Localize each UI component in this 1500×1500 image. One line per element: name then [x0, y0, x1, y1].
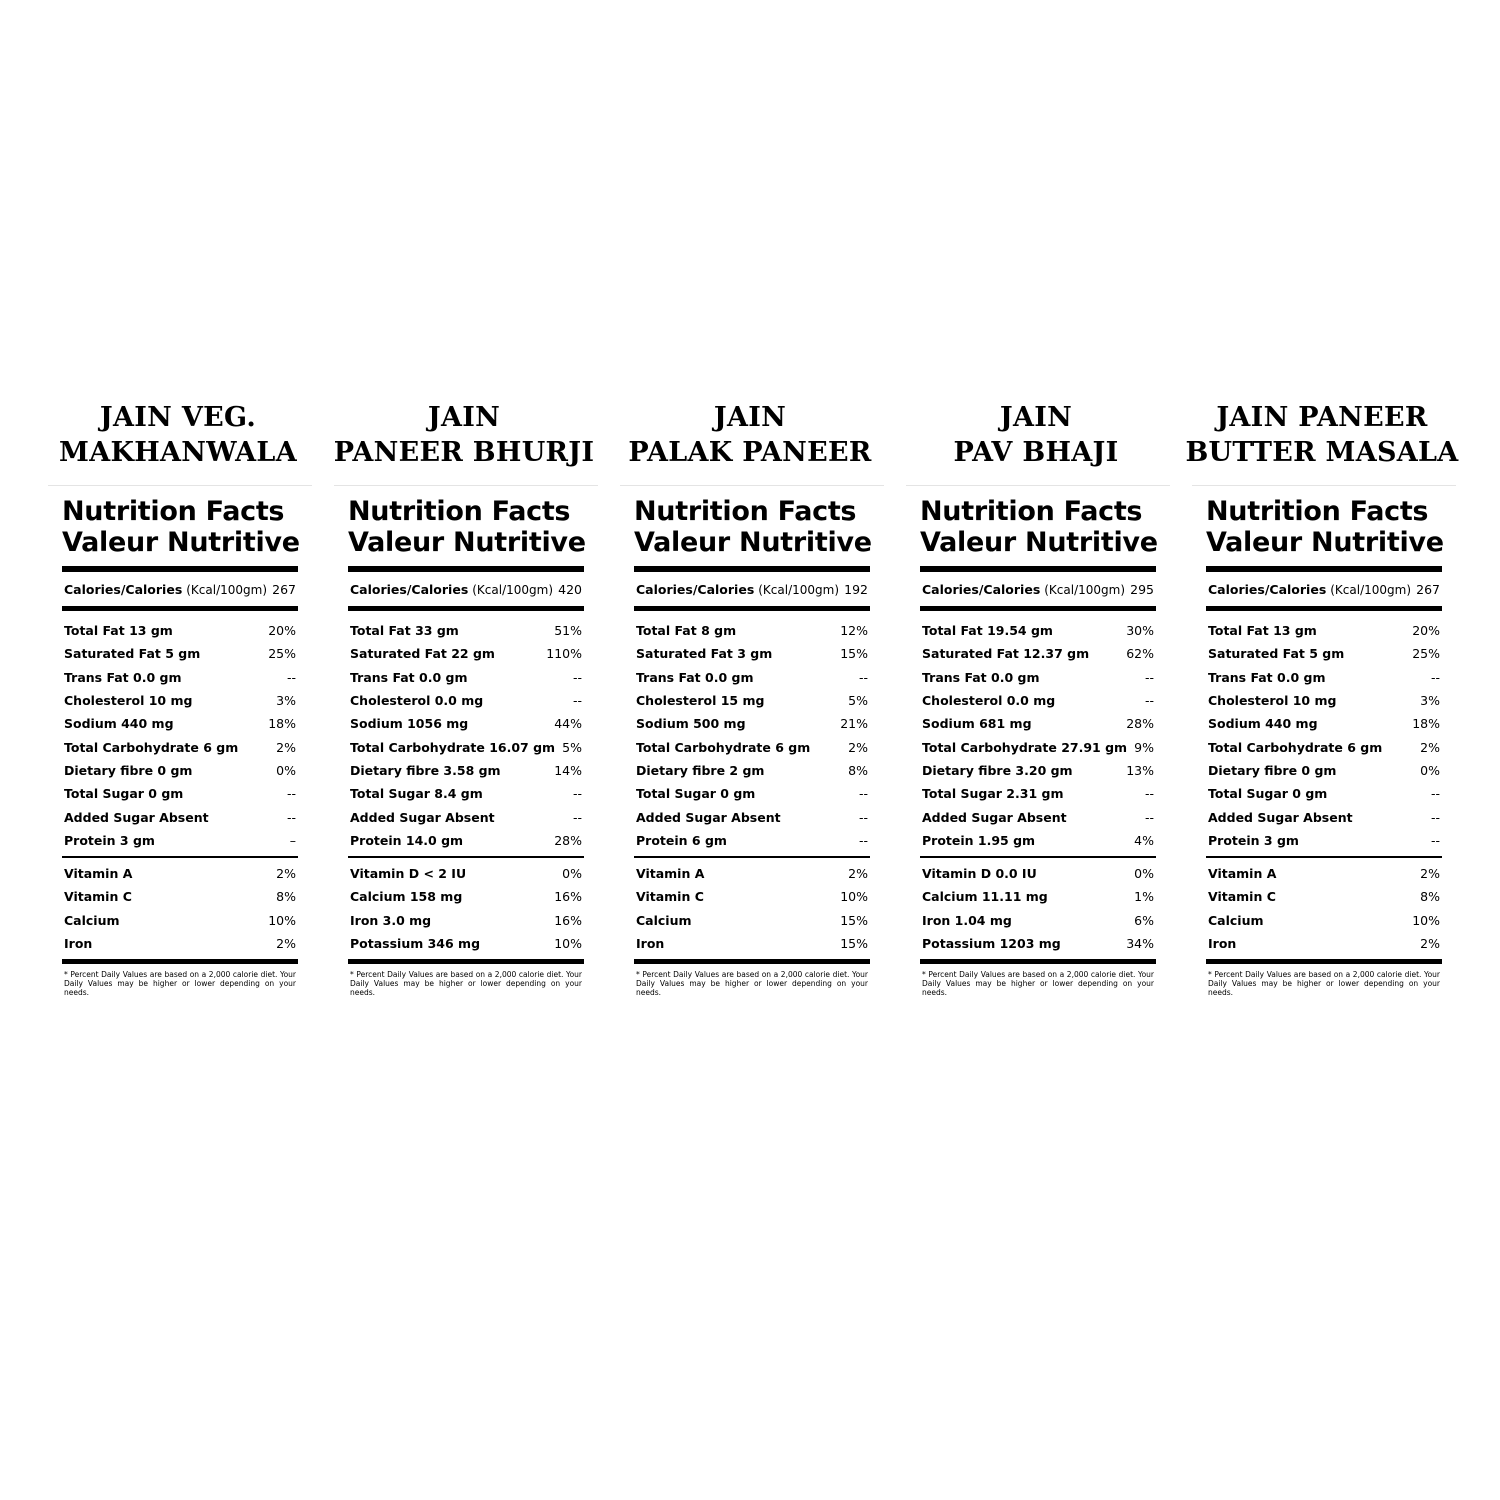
product-title	[304, 400, 624, 472]
title-divider	[334, 485, 598, 486]
nutrient-daily-value: 51%	[554, 623, 582, 639]
nutrient-row	[920, 782, 1156, 805]
nutrient-name: Saturated Fat 5 gm	[64, 646, 201, 662]
vitamin-row	[62, 862, 298, 885]
vitamin-list	[1206, 858, 1442, 959]
heading-line1: Nutrition Facts	[1206, 496, 1429, 527]
vitamin-name: Calcium 11.11 mg	[922, 889, 1048, 905]
nutrient-row	[348, 689, 584, 712]
nutrient-name: Total Sugar 0 gm	[1208, 786, 1328, 802]
nutrient-row	[634, 782, 870, 805]
nutrition-facts-label	[920, 496, 1156, 997]
nutrient-daily-value: --	[1430, 832, 1440, 848]
nutrient-daily-value: 20%	[268, 623, 296, 639]
heading-line2: Valeur Nutritive	[348, 527, 586, 558]
nutrient-daily-value: 44%	[554, 716, 582, 732]
nutrient-name: Protein 14.0 gm	[350, 832, 464, 848]
nutrient-daily-value: 13%	[1126, 762, 1154, 778]
nutrient-daily-value: 5%	[562, 739, 582, 755]
nutrient-name: Trans Fat 0.0 gm	[922, 669, 1040, 685]
nutrient-daily-value: --	[286, 809, 296, 825]
vitamin-daily-value: 2%	[1420, 936, 1440, 951]
vitamin-row	[348, 909, 584, 932]
nutrient-name: Total Carbohydrate 16.07 gm	[350, 739, 556, 755]
nutrient-name: Sodium 1056 mg	[350, 716, 469, 732]
nutrient-name: Added Sugar Absent	[64, 809, 209, 825]
calories-unit: (Kcal/100gm)	[1330, 582, 1412, 597]
heading-line1: Nutrition Facts	[62, 496, 285, 527]
calories-label-text: Calories/Calories	[636, 581, 755, 597]
nutrient-daily-value: 9%	[1134, 739, 1154, 755]
vitamin-daily-value: 2%	[848, 866, 868, 882]
calories-value: 267	[1416, 581, 1440, 597]
vitamin-name: Vitamin D < 2 IU	[350, 866, 467, 882]
nutrient-name: Dietary fibre 3.20 gm	[922, 762, 1073, 778]
product-title	[1162, 400, 1482, 472]
vitamin-row	[1206, 885, 1442, 908]
nutrient-name: Sodium 681 mg	[922, 716, 1032, 732]
vitamin-row	[348, 932, 584, 955]
vitamin-row	[348, 885, 584, 908]
nutrient-daily-value: 4%	[1134, 832, 1154, 848]
calories-label-text: Calories/Calories	[922, 581, 1041, 597]
nutrient-list	[920, 611, 1156, 856]
nutrient-name: Added Sugar Absent	[636, 809, 781, 825]
calories-unit: (Kcal/100gm)	[1044, 582, 1126, 597]
nutrient-row	[348, 735, 584, 758]
vitamin-daily-value: 15%	[840, 936, 868, 951]
nutrient-daily-value: 20%	[1412, 623, 1440, 639]
nutrient-daily-value: --	[1430, 786, 1440, 802]
nutrient-name: Total Fat 13 gm	[1208, 623, 1317, 639]
nutrient-daily-value: --	[858, 786, 868, 802]
nutrient-row	[634, 829, 870, 852]
nutrient-daily-value: --	[858, 809, 868, 825]
nutrient-daily-value: --	[1144, 693, 1154, 709]
footnote: * Percent Daily Values are based on a 2,000 calorie diet. Your Daily Values may be higher or lower depending on your needs.	[922, 970, 1154, 998]
calories-row	[348, 572, 584, 606]
calories-value: 295	[1130, 581, 1154, 597]
product-title-line1: JAIN PANEER	[1216, 402, 1428, 433]
nutrient-row	[348, 829, 584, 852]
calories-label	[922, 582, 1125, 597]
nutrient-name: Total Carbohydrate 27.91 gm	[922, 739, 1128, 755]
vitamin-row	[634, 909, 870, 932]
vitamin-row	[62, 932, 298, 955]
nutrient-name: Cholesterol 10 mg	[1208, 693, 1337, 709]
heading-line1: Nutrition Facts	[348, 496, 571, 527]
nutrient-row	[920, 735, 1156, 758]
calories-row	[62, 572, 298, 606]
footnote-rule	[920, 959, 1156, 964]
nutrient-name: Sodium 440 mg	[1208, 716, 1318, 732]
nutrient-daily-value: 25%	[1412, 646, 1440, 662]
vitamin-row	[62, 885, 298, 908]
nutrient-list	[634, 611, 870, 856]
nutrient-name: Total Carbohydrate 6 gm	[64, 739, 239, 755]
calories-row	[1206, 572, 1442, 606]
vitamin-daily-value: 6%	[1134, 912, 1154, 928]
title-divider	[1192, 485, 1456, 486]
vitamin-daily-value: 1%	[1134, 889, 1154, 905]
nutrient-name: Protein 1.95 gm	[922, 832, 1036, 848]
footnote-rule	[1206, 959, 1442, 964]
product-title-line1: JAIN	[427, 402, 501, 433]
heading-line2: Valeur Nutritive	[920, 527, 1158, 558]
nutrient-daily-value: --	[1144, 669, 1154, 685]
vitamin-name: Vitamin A	[1208, 866, 1277, 882]
nutrition-facts-label	[348, 496, 584, 997]
vitamin-row	[1206, 909, 1442, 932]
vitamin-name: Vitamin C	[64, 889, 132, 905]
vitamin-daily-value: 34%	[1126, 936, 1154, 951]
footnote-rule	[62, 959, 298, 964]
nutrient-daily-value: --	[572, 693, 582, 709]
footnote: * Percent Daily Values are based on a 2,000 calorie diet. Your Daily Values may be higher or lower depending on your needs.	[350, 970, 582, 998]
nutrient-row	[920, 689, 1156, 712]
nutrient-row	[62, 712, 298, 735]
nutrient-row	[62, 666, 298, 689]
vitamin-daily-value: 10%	[268, 912, 296, 928]
nutrient-row	[634, 666, 870, 689]
calories-label	[1208, 582, 1411, 597]
vitamin-daily-value: 16%	[554, 912, 582, 928]
nutrient-daily-value: --	[858, 832, 868, 848]
vitamin-daily-value: 2%	[276, 936, 296, 951]
nutrient-daily-value: –	[289, 832, 296, 848]
nutrition-facts-heading	[348, 496, 584, 558]
vitamin-name: Iron 3.0 mg	[350, 912, 432, 928]
calories-label-text: Calories/Calories	[350, 581, 469, 597]
nutrient-name: Total Fat 8 gm	[636, 623, 737, 639]
vitamin-name: Calcium 158 mg	[350, 889, 463, 905]
title-divider	[906, 485, 1170, 486]
nutrient-name: Total Sugar 0 gm	[64, 786, 184, 802]
vitamin-name: Potassium 346 mg	[350, 936, 481, 951]
nutrient-row	[920, 712, 1156, 735]
calories-value: 267	[272, 581, 296, 597]
calories-label	[64, 582, 267, 597]
vitamin-list	[348, 858, 584, 959]
nutrient-row	[62, 642, 298, 665]
nutrient-daily-value: --	[286, 669, 296, 685]
nutrient-row	[348, 712, 584, 735]
vitamin-daily-value: 16%	[554, 889, 582, 905]
nutrition-facts-heading	[634, 496, 870, 558]
nutrient-name: Sodium 500 mg	[636, 716, 746, 732]
nutrient-name: Cholesterol 10 mg	[64, 693, 193, 709]
nutrient-daily-value: 21%	[840, 716, 868, 732]
vitamin-row	[62, 909, 298, 932]
footnote: * Percent Daily Values are based on a 2,000 calorie diet. Your Daily Values may be higher or lower depending on your needs.	[64, 970, 296, 998]
product-title	[18, 400, 338, 472]
nutrient-row	[348, 805, 584, 828]
nutrient-daily-value: 12%	[840, 623, 868, 639]
calories-unit: (Kcal/100gm)	[186, 582, 268, 597]
vitamin-name: Vitamin A	[636, 866, 705, 882]
nutrient-name: Total Fat 33 gm	[350, 623, 459, 639]
product-title-line1: JAIN VEG.	[99, 402, 257, 433]
nutrient-daily-value: 28%	[1126, 716, 1154, 732]
nutrient-daily-value: 110%	[546, 646, 582, 662]
nutrient-row	[348, 759, 584, 782]
nutrient-name: Dietary fibre 0 gm	[64, 762, 193, 778]
nutrient-row	[1206, 712, 1442, 735]
vitamin-row	[920, 932, 1156, 955]
nutrient-daily-value: --	[572, 809, 582, 825]
vitamin-name: Vitamin C	[636, 889, 704, 905]
vitamin-name: Vitamin C	[1208, 889, 1276, 905]
nutrient-row	[634, 619, 870, 642]
nutrient-daily-value: --	[286, 786, 296, 802]
vitamin-daily-value: 0%	[562, 866, 582, 882]
vitamin-daily-value: 8%	[276, 889, 296, 905]
vitamin-row	[1206, 862, 1442, 885]
nutrient-row	[62, 619, 298, 642]
product-title-line1: JAIN	[713, 402, 787, 433]
nutrient-row	[634, 712, 870, 735]
nutrient-daily-value: --	[572, 786, 582, 802]
vitamin-row	[634, 932, 870, 955]
heading-line2: Valeur Nutritive	[62, 527, 300, 558]
nutrient-name: Cholesterol 0.0 mg	[922, 693, 1056, 709]
vitamin-name: Iron	[636, 936, 665, 951]
vitamin-name: Calcium	[1208, 912, 1264, 928]
heading-line1: Nutrition Facts	[920, 496, 1143, 527]
nutrient-name: Saturated Fat 22 gm	[350, 646, 495, 662]
nutrient-row	[920, 666, 1156, 689]
nutrient-row	[62, 759, 298, 782]
heading-line2: Valeur Nutritive	[634, 527, 872, 558]
nutrient-name: Saturated Fat 12.37 gm	[922, 646, 1090, 662]
nutrient-row	[634, 689, 870, 712]
nutrient-row	[62, 689, 298, 712]
nutrient-name: Total Sugar 2.31 gm	[922, 786, 1064, 802]
vitamin-name: Potassium 1203 mg	[922, 936, 1061, 951]
calories-label	[350, 582, 553, 597]
footnote-rule	[348, 959, 584, 964]
nutrition-panels	[0, 400, 1500, 1020]
nutrient-name: Added Sugar Absent	[922, 809, 1067, 825]
nutrient-row	[1206, 829, 1442, 852]
vitamin-daily-value: 2%	[1420, 866, 1440, 882]
nutrient-name: Trans Fat 0.0 gm	[64, 669, 182, 685]
nutrient-row	[1206, 735, 1442, 758]
nutrient-row	[920, 829, 1156, 852]
product-title-line1: JAIN	[999, 402, 1073, 433]
nutrient-row	[1206, 666, 1442, 689]
nutrient-daily-value: 62%	[1126, 646, 1154, 662]
nutrient-daily-value: 8%	[848, 762, 868, 778]
nutrient-name: Protein 3 gm	[1208, 832, 1299, 848]
nutrient-name: Protein 3 gm	[64, 832, 155, 848]
nutrient-name: Total Carbohydrate 6 gm	[1208, 739, 1383, 755]
calories-value: 420	[558, 581, 582, 597]
nutrient-daily-value: --	[1144, 786, 1154, 802]
nutrient-name: Total Sugar 8.4 gm	[350, 786, 483, 802]
nutrient-row	[634, 805, 870, 828]
vitamin-row	[634, 862, 870, 885]
nutrient-daily-value: 0%	[276, 762, 296, 778]
nutrient-daily-value: 2%	[276, 739, 296, 755]
nutrient-daily-value: 18%	[268, 716, 296, 732]
nutrient-row	[920, 759, 1156, 782]
nutrient-name: Dietary fibre 2 gm	[636, 762, 765, 778]
vitamin-daily-value: 10%	[840, 889, 868, 905]
footnote: * Percent Daily Values are based on a 2,000 calorie diet. Your Daily Values may be higher or lower depending on your needs.	[636, 970, 868, 998]
calories-value: 192	[844, 581, 868, 597]
nutrition-facts-label	[634, 496, 870, 997]
nutrient-row	[920, 642, 1156, 665]
nutrient-row	[62, 782, 298, 805]
nutrient-row	[348, 619, 584, 642]
nutrition-facts-label	[1206, 496, 1442, 997]
calories-label	[636, 582, 839, 597]
product-title-line2: PALAK PANEER	[628, 437, 872, 468]
nutrient-name: Total Sugar 0 gm	[636, 786, 756, 802]
nutrient-name: Total Carbohydrate 6 gm	[636, 739, 811, 755]
vitamin-row	[1206, 932, 1442, 955]
nutrient-daily-value: 14%	[554, 762, 582, 778]
nutrient-name: Trans Fat 0.0 gm	[636, 669, 754, 685]
nutrient-daily-value: 2%	[848, 739, 868, 755]
vitamin-daily-value: 2%	[276, 866, 296, 882]
nutrient-name: Dietary fibre 3.58 gm	[350, 762, 501, 778]
vitamin-row	[920, 909, 1156, 932]
nutrition-facts-label	[62, 496, 298, 997]
vitamin-name: Iron 1.04 mg	[922, 912, 1012, 928]
calories-row	[634, 572, 870, 606]
heading-line2: Valeur Nutritive	[1206, 527, 1444, 558]
heading-line1: Nutrition Facts	[634, 496, 857, 527]
nutrient-row	[1206, 805, 1442, 828]
nutrient-daily-value: 15%	[840, 646, 868, 662]
nutrient-daily-value: 5%	[848, 693, 868, 709]
nutrient-daily-value: 3%	[276, 693, 296, 709]
nutrient-row	[634, 642, 870, 665]
nutrient-row	[1206, 782, 1442, 805]
nutrient-row	[1206, 642, 1442, 665]
nutrient-name: Sodium 440 mg	[64, 716, 174, 732]
product-title-line2: PAV BHAJI	[953, 437, 1119, 468]
nutrient-row	[920, 619, 1156, 642]
vitamin-daily-value: 8%	[1420, 889, 1440, 905]
calories-row	[920, 572, 1156, 606]
nutrient-daily-value: --	[572, 669, 582, 685]
calories-unit: (Kcal/100gm)	[472, 582, 554, 597]
product-title-line2: BUTTER MASALA	[1185, 437, 1459, 468]
calories-label-text: Calories/Calories	[1208, 581, 1327, 597]
product-title-line2: PANEER BHURJI	[333, 437, 595, 468]
nutrient-row	[1206, 619, 1442, 642]
nutrient-row	[920, 805, 1156, 828]
vitamin-row	[920, 862, 1156, 885]
footnote: * Percent Daily Values are based on a 2,000 calorie diet. Your Daily Values may be higher or lower depending on your needs.	[1208, 970, 1440, 998]
nutrient-daily-value: 28%	[554, 832, 582, 848]
nutrient-list	[62, 611, 298, 856]
nutrient-row	[634, 759, 870, 782]
nutrient-daily-value: --	[1144, 809, 1154, 825]
nutrient-row	[62, 805, 298, 828]
vitamin-row	[348, 862, 584, 885]
vitamin-list	[920, 858, 1156, 959]
product-title	[590, 400, 910, 472]
nutrient-row	[348, 642, 584, 665]
nutrient-name: Protein 6 gm	[636, 832, 727, 848]
nutrition-facts-heading	[1206, 496, 1442, 558]
nutrient-daily-value: --	[1430, 809, 1440, 825]
nutrition-facts-heading	[920, 496, 1156, 558]
nutrient-row	[634, 735, 870, 758]
nutrient-row	[1206, 759, 1442, 782]
nutrient-name: Trans Fat 0.0 gm	[350, 669, 468, 685]
vitamin-list	[634, 858, 870, 959]
nutrient-row	[348, 666, 584, 689]
footnote-rule	[634, 959, 870, 964]
nutrition-facts-heading	[62, 496, 298, 558]
vitamin-name: Iron	[64, 936, 93, 951]
nutrient-name: Cholesterol 15 mg	[636, 693, 765, 709]
nutrient-list	[1206, 611, 1442, 856]
nutrient-daily-value: 30%	[1126, 623, 1154, 639]
nutrient-row	[62, 829, 298, 852]
vitamin-row	[920, 885, 1156, 908]
nutrient-row	[348, 782, 584, 805]
title-divider	[48, 485, 312, 486]
product-title	[876, 400, 1196, 472]
nutrient-name: Added Sugar Absent	[1208, 809, 1353, 825]
vitamin-name: Iron	[1208, 936, 1237, 951]
vitamin-daily-value: 10%	[554, 936, 582, 951]
nutrient-name: Trans Fat 0.0 gm	[1208, 669, 1326, 685]
nutrient-name: Dietary fibre 0 gm	[1208, 762, 1337, 778]
vitamin-daily-value: 0%	[1134, 866, 1154, 882]
nutrient-daily-value: 0%	[1420, 762, 1440, 778]
calories-unit: (Kcal/100gm)	[758, 582, 840, 597]
vitamin-name: Vitamin A	[64, 866, 133, 882]
vitamin-row	[634, 885, 870, 908]
vitamin-name: Vitamin D 0.0 IU	[922, 866, 1037, 882]
nutrient-row	[62, 735, 298, 758]
nutrient-name: Total Fat 13 gm	[64, 623, 173, 639]
title-divider	[620, 485, 884, 486]
vitamin-list	[62, 858, 298, 959]
product-title-line2: MAKHANWALA	[59, 437, 297, 468]
nutrient-name: Added Sugar Absent	[350, 809, 495, 825]
nutrient-row	[1206, 689, 1442, 712]
nutrient-daily-value: 2%	[1420, 739, 1440, 755]
vitamin-daily-value: 10%	[1412, 912, 1440, 928]
nutrient-list	[348, 611, 584, 856]
nutrient-name: Saturated Fat 5 gm	[1208, 646, 1345, 662]
vitamin-name: Calcium	[64, 912, 120, 928]
nutrient-daily-value: --	[1430, 669, 1440, 685]
nutrient-daily-value: 18%	[1412, 716, 1440, 732]
vitamin-daily-value: 15%	[840, 912, 868, 928]
vitamin-name: Calcium	[636, 912, 692, 928]
nutrient-daily-value: --	[858, 669, 868, 685]
nutrient-name: Cholesterol 0.0 mg	[350, 693, 484, 709]
nutrient-daily-value: 3%	[1420, 693, 1440, 709]
nutrient-daily-value: 25%	[268, 646, 296, 662]
nutrient-name: Saturated Fat 3 gm	[636, 646, 773, 662]
calories-label-text: Calories/Calories	[64, 581, 183, 597]
nutrient-name: Total Fat 19.54 gm	[922, 623, 1053, 639]
